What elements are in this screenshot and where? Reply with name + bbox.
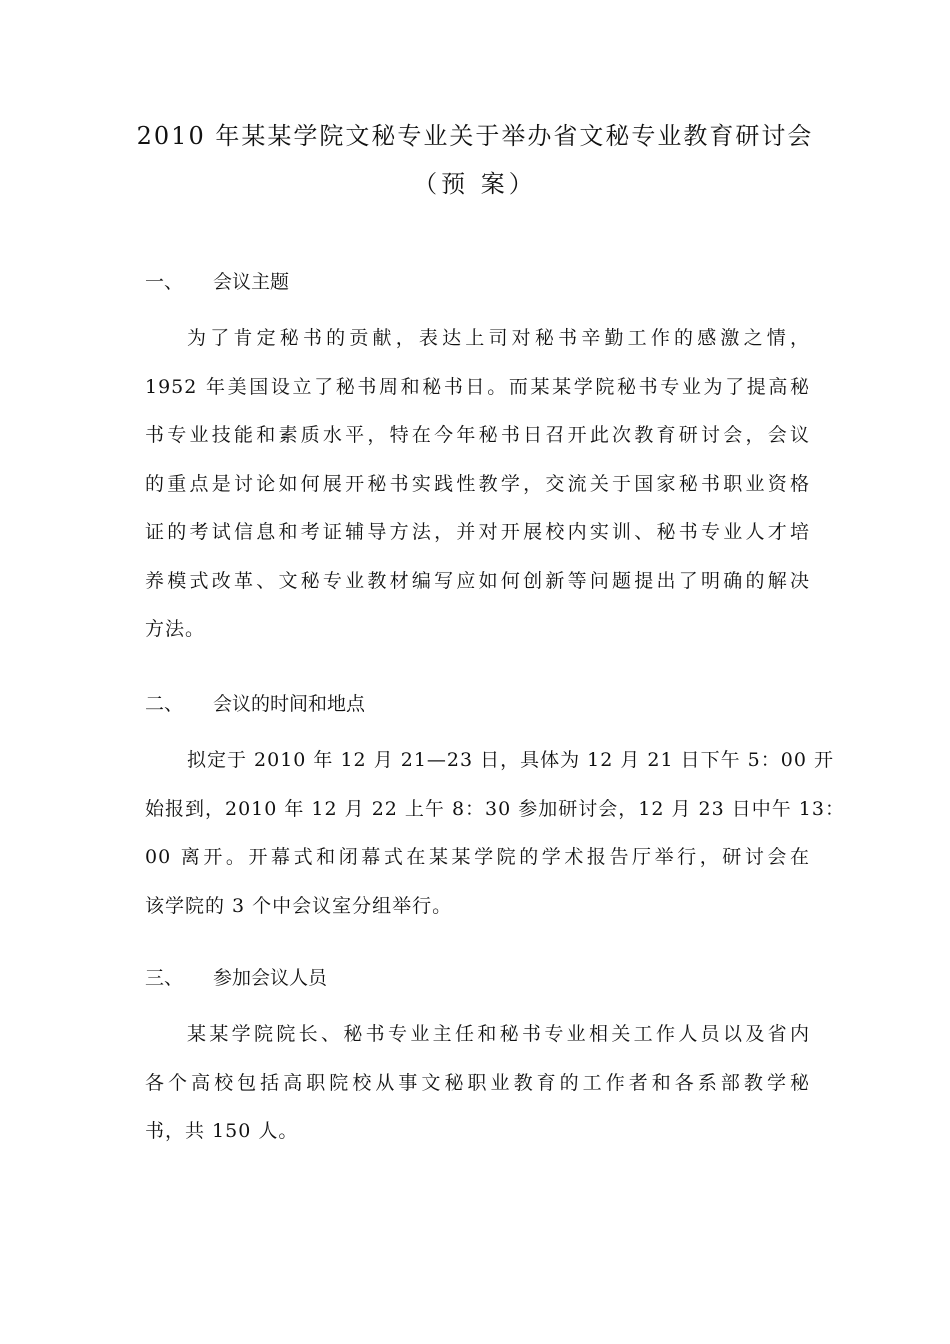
paragraph-line: 书，共 150 人。 [145,1120,299,1142]
paragraph-line: 方法。 [145,618,206,640]
section-number: 一、 [145,271,184,293]
paragraph-line: 该学院的 3 个中会议室分组举行。 [145,894,453,917]
section-participants [145,958,810,1156]
section-heading [145,684,810,724]
document-title: 2010 年某某学院文秘专业关于举办省文秘专业教育研讨会 [136,122,814,150]
paragraph-line: 证的考试信息和考证辅导方法，并对开展校内实训、秘书专业人才培 [145,521,810,543]
section-heading [145,958,810,998]
paragraph-line: 书专业技能和素质水平，特在今年秘书日召开此次教育研讨会，会议 [145,424,810,446]
section-paragraph [145,314,810,654]
paragraph-line: 拟定于 2010 年 12 月 21—23 日，具体为 12 月 21 日下午 5：00 开 [187,749,834,771]
section-number: 三、 [145,967,184,989]
section-heading-text: 会议主题 [213,271,290,293]
section-meeting-time-place [145,684,845,930]
section-paragraph [145,736,845,930]
section-heading-text: 会议的时间和地点 [213,693,366,715]
paragraph-line: 各个高校包括高职院校从事文秘职业教育的工作者和各系部教学秘 [145,1071,810,1094]
paragraph-line: 为了肯定秘书的贡献，表达上司对秘书辛勤工作的感激之情， [187,327,810,349]
paragraph-line: 始报到，2010 年 12 月 22 上午 8：30 参加研讨会，12 月 23 日中午 13： [145,797,845,820]
section-heading-text: 参加会议人员 [213,967,328,989]
paragraph-line: 00 离开。开幕式和闭幕式在某某学院的学术报告厅举行，研讨会在 [145,846,810,868]
section-meeting-theme [145,262,810,654]
section-heading [145,262,810,302]
section-number: 二、 [145,693,184,715]
paragraph-line: 的重点是讨论如何展开秘书实践性教学，交流关于国家秘书职业资格 [145,472,810,495]
paragraph-line: 1952 年美国设立了秘书周和秘书日。而某某学院秘书专业为了提高秘 [145,375,810,398]
document-subtitle: （预 案） [413,170,537,198]
paragraph-line: 养模式改革、文秘专业教材编写应如何创新等问题提出了明确的解决 [145,569,810,592]
section-paragraph [145,1010,810,1156]
paragraph-line: 某某学院院长、秘书专业主任和秘书专业相关工作人员以及省内 [187,1023,810,1045]
